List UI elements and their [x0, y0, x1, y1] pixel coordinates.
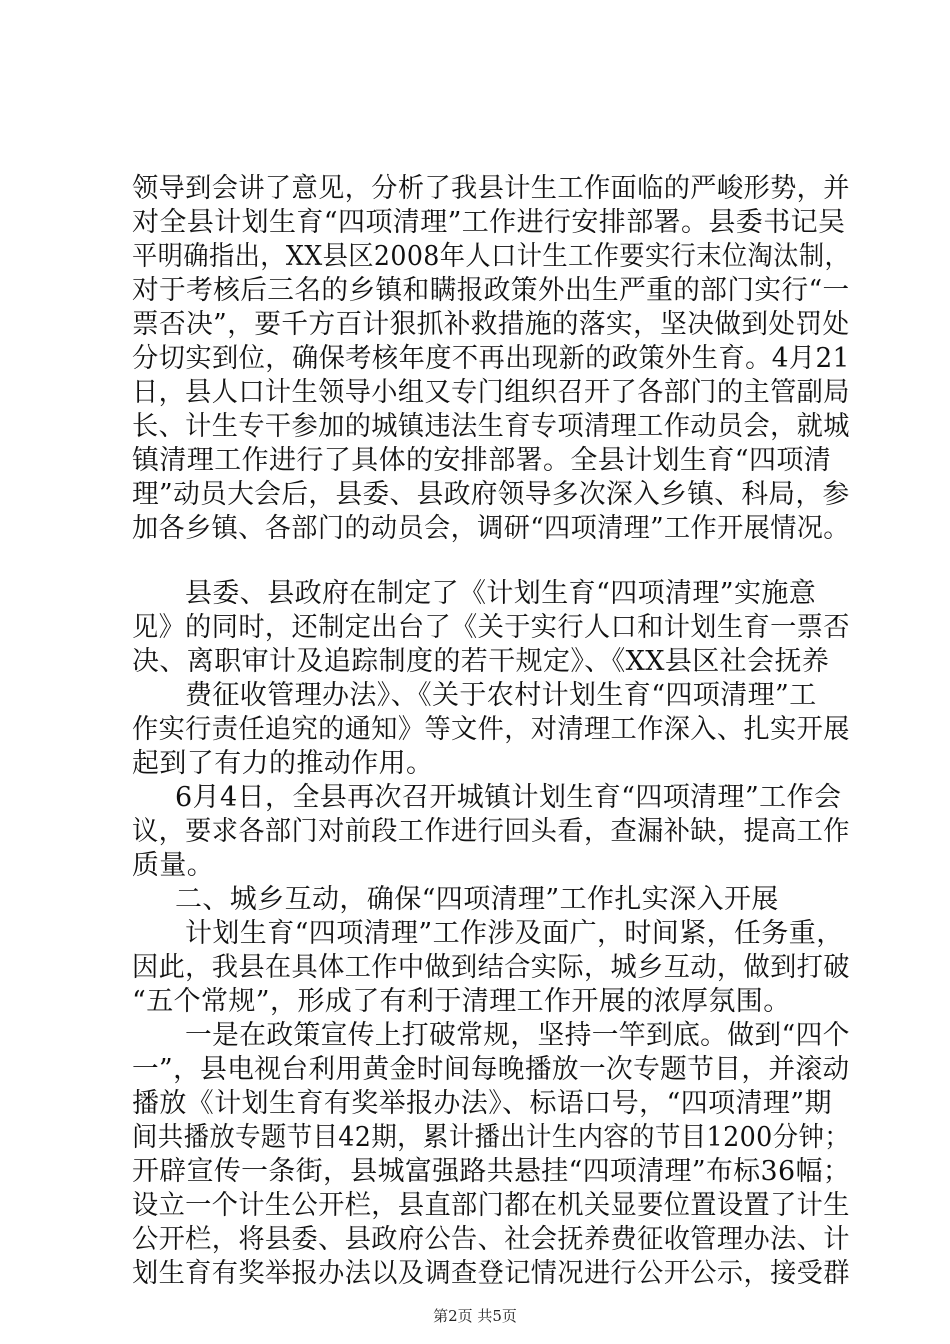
text-line: 县委、县政府在制定了《计划生育“四项清理”实施意: [185, 578, 817, 609]
text-line: 票否决”，要千方百计狠抓补救措施的落实，坚决做到处罚处: [132, 309, 850, 340]
text-line: 因此，我县在具体工作中做到结合实际，城乡互动，做到打破: [132, 952, 850, 983]
text-line: 起到了有力的推动作用。: [132, 748, 434, 779]
text-line: 费征收管理办法》、《关于农村计划生育“四项清理”工: [185, 680, 817, 711]
text-line: 一”，县电视台利用黄金时间每晚播放一次专题节目，并滚动: [132, 1054, 850, 1085]
text-line: 日，县人口计生领导小组又专门组织召开了各部门的主管副局: [132, 377, 850, 408]
text-line: 公开栏，将县委、县政府公告、社会抚养费征收管理办法、计: [132, 1224, 850, 1255]
text-line: 决、离职审计及追踪制度的若干规定》、《XX县区社会抚养: [132, 646, 830, 677]
text-line: 议，要求各部门对前段工作进行回头看，查漏补缺，提高工作: [132, 816, 850, 847]
text-line: 划生育有奖举报办法以及调查登记情况进行公开公示，接受群: [132, 1258, 850, 1289]
text-line: 理”动员大会后，县委、县政府领导多次深入乡镇、科局，参: [132, 479, 850, 510]
text-line: 6月4日，全县再次召开城镇计划生育“四项清理”工作会: [175, 782, 842, 813]
text-line: 对于考核后三名的乡镇和瞒报政策外出生严重的部门实行“一: [132, 275, 850, 306]
text-line: 一是在政策宣传上打破常规，坚持一竿到底。做到“四个: [185, 1020, 850, 1051]
page-number-footer: 第2页 共5页: [433, 1307, 517, 1325]
text-line: 间共播放专题节目42期，累计播出计生内容的节目1200分钟；: [132, 1122, 851, 1153]
text-line: 长、计生专干参加的城镇违法生育专项清理工作动员会，就城: [132, 411, 850, 442]
text-line: 播放《计划生育有奖举报办法》、标语口号，“四项清理”期: [132, 1088, 832, 1119]
text-line: 加各乡镇、各部门的动员会，调研“四项清理”工作开展情况。: [132, 513, 850, 544]
text-line: 对全县计划生育“四项清理”工作进行安排部署。县委书记吴: [132, 207, 846, 238]
text-line: 平明确指出，XX县区2008年人口计生工作要实行末位淘汰制，: [132, 241, 851, 272]
text-line: 质量。: [132, 850, 215, 881]
text-line: 见》的同时，还制定出台了《关于实行人口和计划生育一票否: [132, 612, 850, 643]
text-line: 开辟宣传一条街，县城富强路共悬挂“四项清理”布标36幅；: [132, 1156, 851, 1187]
text-line: 分切实到位，确保考核年度不再出现新的政策外生育。4月21: [132, 343, 850, 374]
text-line: 设立一个计生公开栏，县直部门都在机关显要位置设置了计生: [132, 1190, 850, 1221]
text-line: 作实行责任追究的通知》等文件，对清理工作深入、扎实开展: [132, 714, 850, 745]
text-line: 领导到会讲了意见，分析了我县计生工作面临的严峻形势，并: [132, 173, 850, 204]
section-heading: 二、城乡互动，确保“四项清理”工作扎实深入开展: [175, 884, 779, 915]
text-line: 计划生育“四项清理”工作涉及面广，时间紧，任务重，: [185, 918, 844, 949]
text-line: “五个常规”，形成了有利于清理工作开展的浓厚氛围。: [132, 986, 791, 1017]
text-line: 镇清理工作进行了具体的安排部署。全县计划生育“四项清: [132, 445, 832, 476]
